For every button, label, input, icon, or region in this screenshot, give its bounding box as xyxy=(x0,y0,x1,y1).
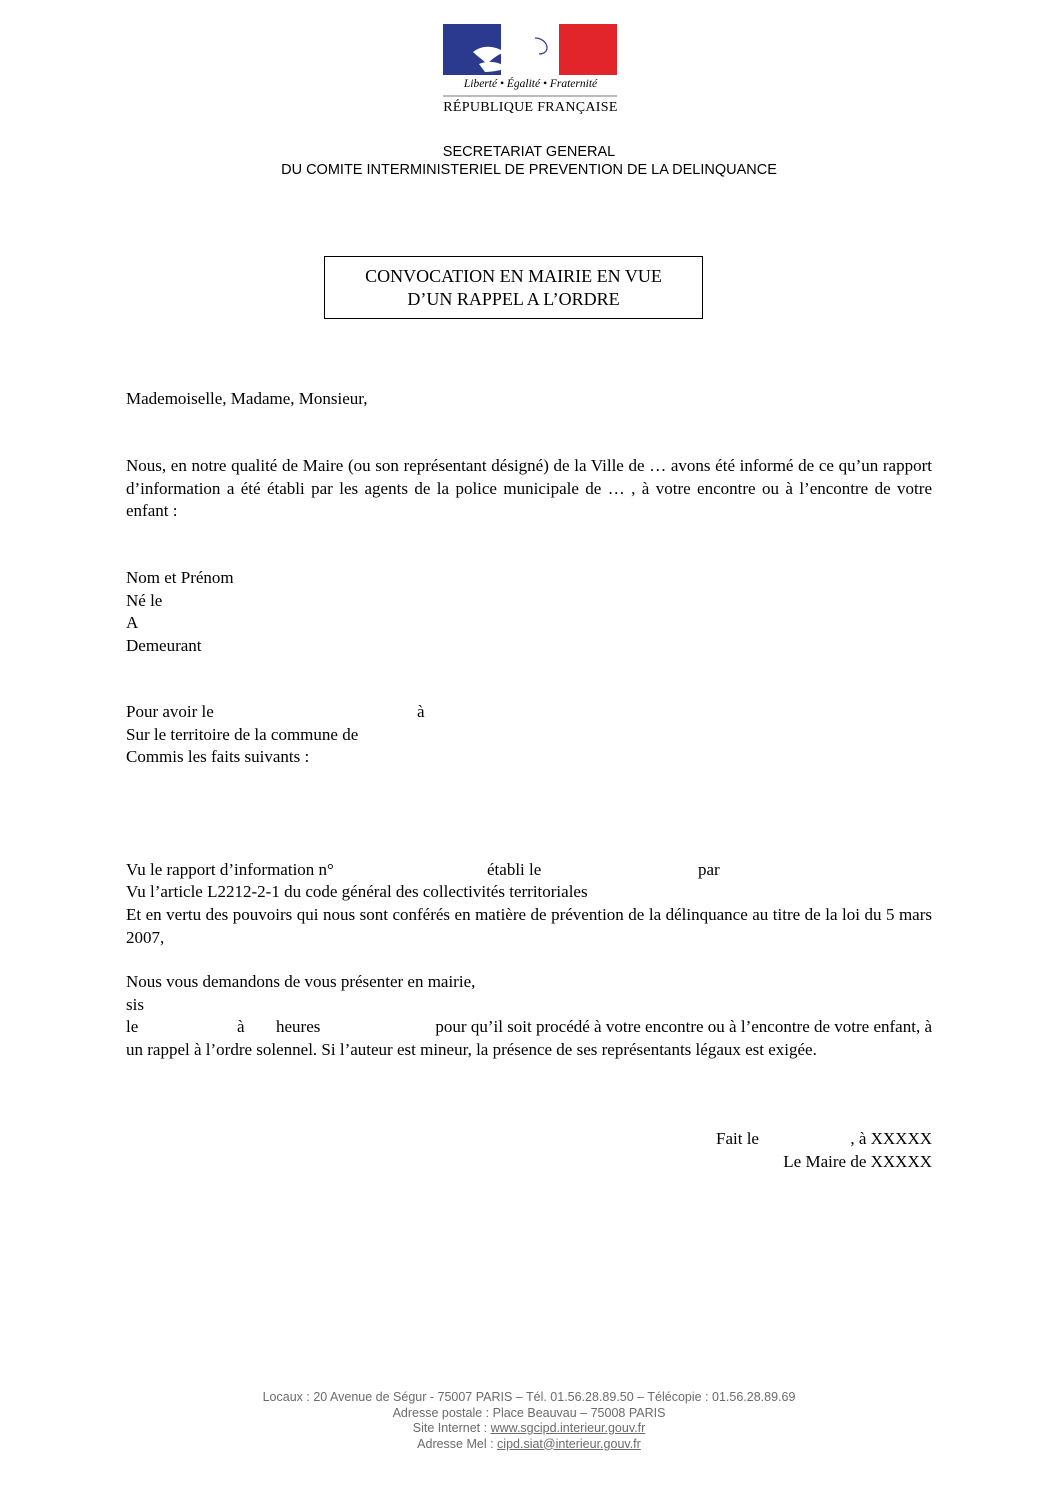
logo-republic-name: RÉPUBLIQUE FRANÇAISE xyxy=(443,100,618,115)
identity-name-label: Nom et Prénom xyxy=(126,568,234,587)
footer-email-link[interactable]: cipd.siat@interieur.gouv.fr xyxy=(497,1436,641,1451)
footer-locaux: Locaux : 20 Avenue de Ségur - 75007 PARIS – Tél. 01.56.28.89.50 – Télécopie : 01.56.28.89.69 xyxy=(262,1390,796,1404)
report-author-label: par xyxy=(698,860,720,879)
request-at-label: à xyxy=(237,1017,245,1036)
identity-residence-label: Demeurant xyxy=(126,635,202,655)
identity-born-label: Né le xyxy=(126,590,163,610)
facts-committed-label: Commis les faits suivants : xyxy=(126,747,310,766)
title-line-2: D’UN RAPPEL A L’ORDRE xyxy=(407,289,620,309)
footer-website-link[interactable]: www.sgcipd.interieur.gouv.fr xyxy=(490,1421,646,1435)
request-present: Nous vous demandons de vous présenter en mairie, xyxy=(126,972,476,991)
logo-motto: Liberté • Égalité • Fraternité xyxy=(463,78,598,90)
republique-francaise-logo xyxy=(443,24,618,120)
footer-postal-address: Adresse postale : Place Beauvau – 75008 PARIS xyxy=(392,1405,666,1420)
report-number-label: Vu le rapport d’information n° xyxy=(126,860,334,879)
header-line-1: SECRETARIAT GENERAL xyxy=(442,144,616,160)
request-hours-label: heures xyxy=(276,1017,321,1036)
identity-place-label: A xyxy=(126,613,139,632)
footer-contact xyxy=(0,1390,1058,1452)
signature-place: , à XXXXX xyxy=(850,1129,932,1148)
legal-powers: Et en vertu des pouvoirs qui nous sont conférés en matière de prévention de la délinquance au titre de la loi du 5 mars 2007, xyxy=(126,905,932,947)
signature-date-label: Fait le xyxy=(716,1129,759,1148)
salutation: Mademoiselle, Madame, Monsieur, xyxy=(126,389,368,408)
footer-website-line xyxy=(0,1421,1058,1437)
identity-block xyxy=(126,567,234,657)
report-date-label: établi le xyxy=(487,860,542,879)
facts-place-label: à xyxy=(417,702,425,721)
document-title-box xyxy=(324,256,703,319)
footer-email-label: Adresse Mel : xyxy=(417,1436,498,1451)
request-reminder: un rappel à l’ordre solennel. Si l’auteur est mineur, la présence de ses représentants légaux est exigée. xyxy=(126,1040,817,1059)
request-purpose: pour qu’il soit procédé à votre encontre ou à l’encontre de votre enfant, à xyxy=(435,1017,932,1036)
facts-date-label: Pour avoir le xyxy=(126,702,214,721)
title-line-1: CONVOCATION EN MAIRIE EN VUE xyxy=(365,266,662,286)
legal-article: Vu l’article L2212-2-1 du code général des collectivités territoriales xyxy=(126,882,588,901)
request-address-label: sis xyxy=(126,995,144,1014)
intro-paragraph: Nous, en notre qualité de Maire (ou son représentant désigné) de la Ville de … avons été informé de ce qu’un rapport d’information a été établi par les agents de la police municipale de … , à votre encontre ou à l’encontre de votre enfant : xyxy=(126,456,932,520)
request-date-label: le xyxy=(126,1017,139,1036)
facts-territory-label: Sur le territoire de la commune de xyxy=(126,725,359,744)
header-line-2: DU COMITE INTERMINISTERIEL DE PREVENTION DE LA DELINQUANCE xyxy=(281,162,777,178)
signature-mayor: Le Maire de XXXXX xyxy=(783,1152,932,1171)
footer-email-line xyxy=(0,1437,1058,1453)
issuing-organization xyxy=(0,143,1058,179)
footer-website-label: Site Internet : xyxy=(412,1421,491,1435)
